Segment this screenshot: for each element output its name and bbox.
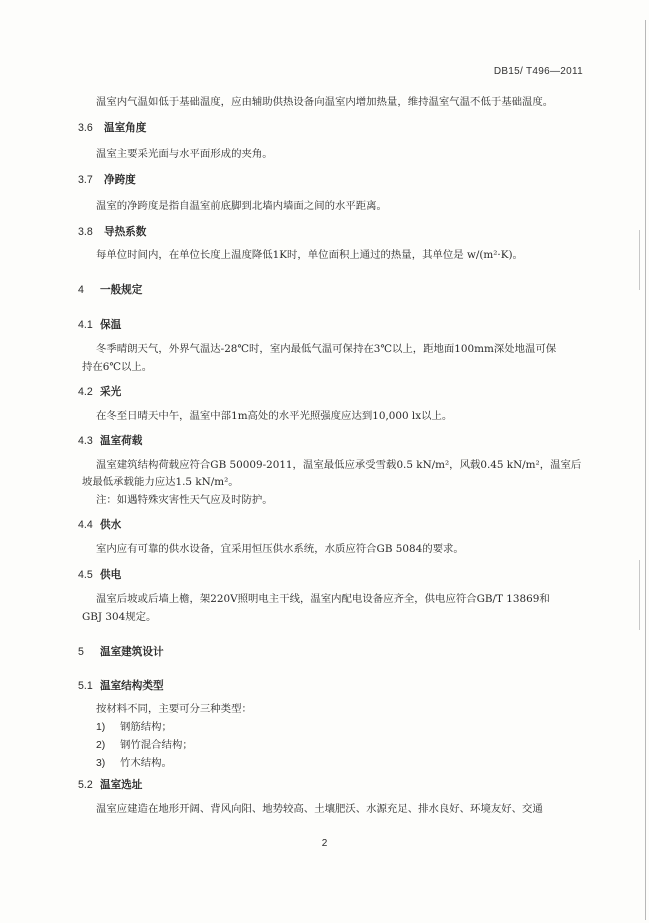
section-heading-4-4 bbox=[78, 518, 121, 532]
scan-edge-divider bbox=[645, 20, 646, 920]
section-title: 温室结构类型 bbox=[100, 680, 164, 692]
section-title: 导热系数 bbox=[104, 226, 147, 238]
list-item bbox=[96, 738, 193, 753]
page-number: 2 bbox=[321, 838, 328, 849]
section-number: 4.2 bbox=[78, 386, 93, 398]
section-number: 3.7 bbox=[78, 174, 93, 186]
paragraph-line: 温室内气温如低于基础温度，应由辅助供热设备向温室内增加热量，维持温室气温不低于基础温度。 bbox=[96, 96, 554, 108]
document-code-header: DB15/ T496—2011 bbox=[493, 66, 583, 77]
scan-edge-divider bbox=[639, 230, 640, 290]
section-heading-5-1 bbox=[78, 679, 164, 693]
section-title: 采光 bbox=[100, 386, 122, 398]
section-title: 供电 bbox=[100, 569, 122, 581]
paragraph-line: 在冬至日晴天中午，温室中部1m高处的水平光照强度应达到10,000 lx以上。 bbox=[96, 410, 453, 422]
paragraph-line: 室内应有可靠的供水设备，宜采用恒压供水系统，水质应符合GB 5084的要求。 bbox=[96, 543, 464, 555]
section-title: 温室选址 bbox=[100, 779, 143, 791]
section-title: 供水 bbox=[100, 519, 122, 531]
section-number: 5.1 bbox=[78, 680, 93, 692]
list-item bbox=[96, 756, 172, 771]
section-title: 温室角度 bbox=[104, 122, 147, 134]
paragraph-line: 温室主要采光面与水平面形成的夹角。 bbox=[96, 148, 273, 160]
list-item-text: 钢筋结构； bbox=[120, 721, 172, 733]
section-number: 4.3 bbox=[78, 435, 93, 447]
section-number: 3.6 bbox=[78, 122, 93, 134]
section-title: 保温 bbox=[100, 319, 122, 331]
paragraph-line: 每单位时间内，在单位长度上温度降低1K时，单位面积上通过的热量，其单位是 w/(m²·K)。 bbox=[96, 249, 523, 261]
list-item bbox=[96, 720, 172, 735]
section-heading-4-5 bbox=[78, 568, 121, 582]
section-heading-5-2 bbox=[78, 778, 142, 792]
paragraph-line: GBJ 304规定。 bbox=[82, 611, 157, 623]
section-heading-3-8 bbox=[78, 225, 146, 239]
section-heading-4-2 bbox=[78, 385, 121, 399]
section-heading-4-3 bbox=[78, 434, 142, 448]
section-title: 温室荷载 bbox=[100, 435, 143, 447]
list-marker: 1) bbox=[96, 722, 106, 733]
section-number: 5.2 bbox=[78, 779, 93, 791]
paragraph-line: 温室应建造在地形开阔、背风向阳、地势较高、土壤肥沃、水源充足、排水良好、环境友好、交通 bbox=[96, 803, 543, 815]
scan-edge-divider bbox=[639, 560, 640, 630]
paragraph-line: 持在6℃以上。 bbox=[82, 361, 153, 373]
section-number: 3.8 bbox=[78, 226, 93, 238]
section-number: 4.5 bbox=[78, 569, 93, 581]
list-marker: 2) bbox=[96, 740, 106, 751]
paragraph-line: 按材料不同，主要可分三种类型： bbox=[96, 703, 252, 715]
section-title: 净跨度 bbox=[104, 174, 136, 186]
paragraph-line: 温室的净跨度是指自温室前底脚到北墙内墙面之间的水平距离。 bbox=[96, 200, 387, 212]
paragraph-line: 温室后坡或后墙上檐，架220V照明电主干线，温室内配电设备应齐全，供电应符合GB/T 13869和 bbox=[96, 593, 550, 605]
chapter-heading-5 bbox=[78, 645, 164, 659]
list-marker: 3) bbox=[96, 758, 106, 769]
paragraph-line: 冬季晴朗天气，外界气温达-28℃时，室内最低气温可保持在3℃以上，距地面100mm深处地温可保 bbox=[96, 343, 557, 355]
section-heading-3-7 bbox=[78, 173, 136, 187]
section-number: 4.1 bbox=[78, 319, 93, 331]
list-item-text: 竹木结构。 bbox=[120, 757, 172, 769]
section-heading-4-1 bbox=[78, 318, 121, 332]
paragraph-line: 温室建筑结构荷载应符合GB 50009-2011，温室最低应承受雪载0.5 kN/m²，风载0.45 kN/m²，温室后 bbox=[96, 459, 582, 471]
section-heading-3-6 bbox=[78, 121, 146, 135]
chapter-heading-4 bbox=[78, 283, 142, 297]
list-item-text: 钢竹混合结构； bbox=[120, 739, 193, 751]
paragraph-line: 坡最低承载能力应达1.5 kN/m²。 bbox=[82, 476, 239, 488]
chapter-title: 一般规定 bbox=[100, 284, 143, 296]
chapter-number: 5 bbox=[78, 646, 84, 658]
section-number: 4.4 bbox=[78, 519, 93, 531]
note-line: 注：如遇特殊灾害性天气应及时防护。 bbox=[96, 494, 273, 506]
chapter-number: 4 bbox=[78, 284, 84, 296]
chapter-title: 温室建筑设计 bbox=[100, 646, 164, 658]
